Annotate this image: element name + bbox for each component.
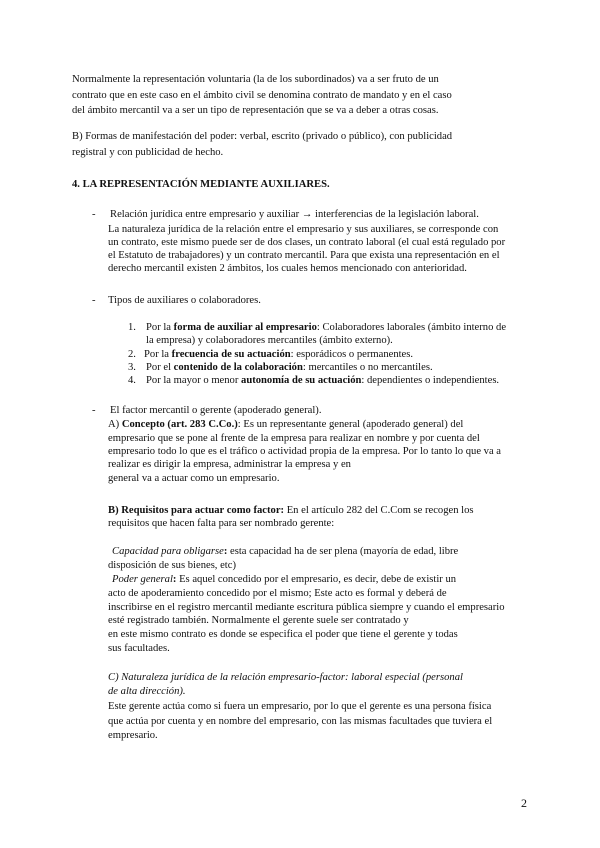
- naturaleza-body-2: que actúa por cuenta y en nombre del empresario, con las mismas facultades que tuviera el: [108, 716, 493, 727]
- concepto-prefix: A): [108, 419, 122, 430]
- naturaleza-body-3: empresario.: [108, 730, 158, 741]
- list-item-pre: Por el: [146, 362, 174, 373]
- list-item: [146, 374, 499, 387]
- bullet1-line-1: Relación jurídica entre empresario y auxiliar → interferencias de la legislación laboral.: [110, 209, 479, 220]
- list-item-post: : mercantiles o no mercantiles.: [302, 362, 433, 373]
- bullet-dash: -: [92, 209, 96, 220]
- intro-line-2: contrato que en este caso en el ámbito civil se denomina contrato de mandato y en el caso: [72, 90, 452, 101]
- list-item-pre: Por la: [146, 322, 174, 333]
- poder-line-4: esté registrado también. Normalmente el gerente suele ser contratado y: [108, 615, 409, 626]
- page-number: 2: [521, 796, 527, 810]
- list-item-number: 1.: [128, 322, 136, 333]
- section-heading: 4. LA REPRESENTACIÓN MEDIANTE AUXILIARES.: [72, 179, 330, 190]
- list-item-post: : Colaboradores laborales (ámbito interno de: [316, 322, 507, 333]
- concepto-line-4: realizar es dirigir la empresa, administrar la empresa y en: [108, 459, 351, 470]
- capacidad-label: Capacidad para obligarse: [112, 546, 224, 557]
- poder-line-1: [112, 573, 456, 586]
- poder-line-2: acto de apoderamiento concedido por el mismo; Este acto es formal y deberá de: [108, 588, 447, 599]
- naturaleza-body-1: Este gerente actúa como si fuera un empresario, por lo que el gerente es una persona física: [108, 701, 492, 712]
- requisitos-text: En el artículo 282 del C.Com se recogen los: [284, 505, 474, 516]
- list-item-pre: Por la mayor o menor: [146, 375, 242, 386]
- bullet3-title: El factor mercantil o gerente (apoderado general).: [110, 405, 322, 416]
- list-item: [146, 361, 433, 374]
- bullet1-line-2: La naturaleza jurídica de la relación entre el empresario y sus auxiliares, se corresponde con: [108, 224, 499, 235]
- bullet1-line-4: el Estatuto de trabajadores) y un contrato mercantil. Para que exista una representación en el: [108, 250, 500, 261]
- requisitos-line-1: [108, 504, 474, 517]
- bullet1-line-3: un contrato, este mismo puede ser de dos clases, un contrato laboral (el cual está regulado por: [108, 237, 506, 248]
- capacidad-text: esta capacidad ha de ser plena (mayoría de edad, libre: [227, 546, 459, 557]
- concepto-line-5: general va a actuar como un empresario.: [108, 473, 280, 484]
- list-item-number: 4.: [128, 375, 136, 386]
- naturaleza-line-1: C) Naturaleza jurídica de la relación empresario-factor: laboral especial (personal: [108, 672, 463, 683]
- capacidad-line-2: disposición de sus bienes, etc): [108, 560, 236, 571]
- concepto-label: Concepto (art. 283 C.Co.): [121, 419, 238, 430]
- list-item-bold: autonomía de su actuación: [241, 375, 362, 386]
- list-item-post: : esporádicos o permanentes.: [290, 349, 414, 360]
- bullet-dash: -: [92, 295, 96, 306]
- poder-line-3: inscribirse en el registro mercantil mediante escritura pública siempre y cuando el empresario: [108, 602, 505, 613]
- requisitos-label: B) Requisitos para actuar como factor:: [108, 505, 285, 516]
- bullet1-line-5: derecho mercantil existen 2 ámbitos, los cuales hemos mencionado con anterioridad.: [108, 263, 467, 274]
- concepto-text: : Es un representante general (apoderado general) del: [237, 419, 464, 430]
- poder-colon: :: [172, 574, 177, 585]
- list-item-pre: Por la: [144, 349, 172, 360]
- list-item: [146, 321, 506, 334]
- list-item-number: 2.: [128, 349, 136, 360]
- list-item-bold: frecuencia de su actuación: [171, 349, 291, 360]
- intro-line-1: Normalmente la representación voluntaria (la de los subordinados) va a ser fruto de un: [72, 74, 439, 85]
- formas-line-2: registral y con publicidad de hecho.: [72, 147, 224, 158]
- capacidad-line-1: [112, 545, 458, 558]
- bullet-dash: -: [92, 405, 96, 416]
- bullet2-title: Tipos de auxiliares o colaboradores.: [108, 295, 261, 306]
- capacidad-colon: :: [223, 546, 228, 557]
- poder-label: Poder general: [112, 574, 173, 585]
- list-item-number: 3.: [128, 362, 136, 373]
- requisitos-line-2: requisitos que hacen falta para ser nombrado gerente:: [108, 518, 335, 529]
- intro-line-3: del ámbito mercantil va a ser un tipo de representación que se va a deber a otras cosas.: [72, 105, 439, 116]
- concepto-line-1: [108, 418, 463, 431]
- concepto-line-2: empresario que se pone al frente de la empresa para realizar en nombre y por cuenta del: [108, 433, 480, 444]
- poder-text: Es aquel concedido por el empresario, es decir, debe de existir un: [176, 574, 457, 585]
- concepto-line-3: empresario todo lo que es el tráfico o actividad propia de la empresa. Por lo tanto lo que va a: [108, 446, 502, 457]
- list-item-post: : dependientes o independientes.: [361, 375, 500, 386]
- poder-line-6: sus facultades.: [108, 643, 170, 654]
- list-item: [144, 348, 413, 361]
- list-item-bold: forma de auxiliar al empresario: [173, 322, 317, 333]
- formas-line-1: B) Formas de manifestación del poder: verbal, escrito (privado o público), con publicidad: [72, 131, 453, 142]
- poder-line-5: en este mismo contrato es donde se especifica el poder que tiene el gerente y todas: [108, 629, 458, 640]
- list-item-continuation: la empresa) y colaboradores mercantiles (ámbito externo).: [146, 335, 393, 346]
- naturaleza-line-2: de alta dirección).: [108, 686, 186, 697]
- list-item-bold: contenido de la colaboración: [173, 362, 303, 373]
